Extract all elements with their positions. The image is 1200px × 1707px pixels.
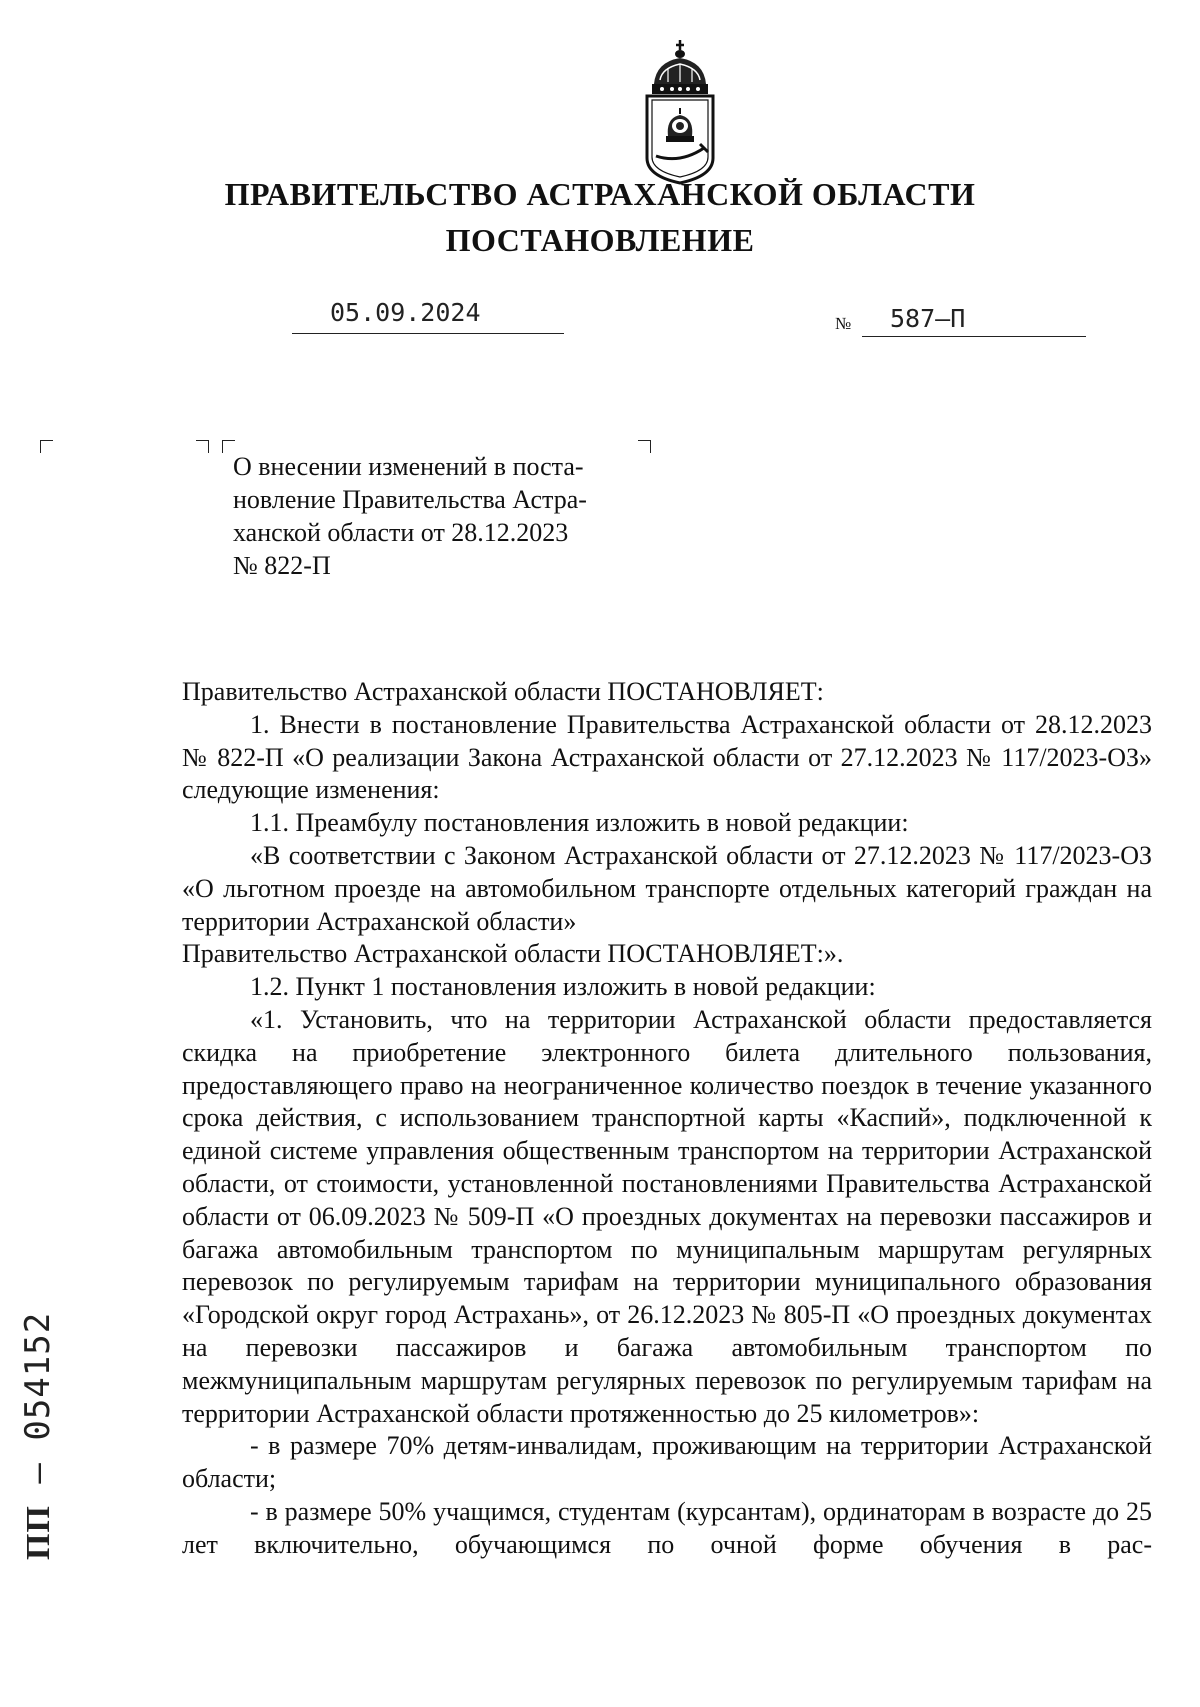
doc-type-title: ПОСТАНОВЛЕНИЕ [445, 222, 755, 258]
document-date: 05.09.2024 [330, 298, 481, 327]
body-paragraph: Правительство Астраханской области ПОСТАНОВЛЯЕТ: [182, 677, 824, 706]
document-body [182, 676, 1152, 1562]
number-underline [862, 336, 1086, 337]
body-paragraph: «В соответствии с Законом Астраханской области от 27.12.2023 № 117/2023-ОЗ «О льготном проезде на автомобильном транспорте отдельных категорий граждан на территории Астраханской области» [182, 840, 1152, 936]
body-paragraph: 1. Внести в постановление Правительства Астраханской области от 28.12.2023 № 822-П «О реализации Закона Астраханской области от 27.12.2023 № 117/2023-ОЗ» следующие изменения: [182, 709, 1152, 805]
stamp-dash: – [18, 1462, 58, 1484]
subject-line: новление Правительства Астра- [233, 485, 587, 514]
body-paragraph: Правительство Астраханской области ПОСТАНОВЛЯЕТ:». [182, 939, 844, 969]
subject-block [233, 450, 653, 582]
body-paragraph: - в размере 50% учащимся, студентам (курсантам), ординаторам в возрасте до 25 лет включительно, обучающимся по очной форме обучения в рас- [182, 1496, 1152, 1559]
document-number: 587–П [890, 304, 966, 333]
subject-line: О внесении изменений в поста- [233, 452, 584, 481]
body-paragraph: - в размере 70% детям-инвалидам, проживающим на территории Астраханской области; [182, 1431, 1152, 1494]
body-paragraph: «1. Установить, что на территории Астраханской области предоставляется скидка на приобретение электронного билета длительного пользования, предоставляющего право на неограниченное количество поездок в течение указанного срока действия, с использованием транспортной карты «Каспий», подключенной к единой системе управления общественным транспортом на территории Астраханской области, от стоимости, установленной постановлениями Правительства Астраханской области от 06.09.2023 № 509-П «О проездных документах на перевозки пассажиров и багажа автомобильным транспортом по муниципальным маршрутам регулярных перевозок по регулируемым тарифам на территории муниципального образования «Городской округ город Астрахань», от 26.12.2023 № 805-П «О проездных документах на перевозки пассажиров и багажа автомобильным транспортом по межмуниципальным маршрутам регулярных перевозок по регулируемым тарифам на территории Астраханской области протяженностью до 25 километров»: [182, 1004, 1152, 1428]
body-paragraph: 1.1. Преамбулу постановления изложить в новой редакции: [250, 808, 909, 838]
coat-of-arms-icon [642, 36, 718, 186]
date-underline [292, 333, 564, 334]
stamp-code: 054152 [18, 1311, 58, 1441]
org-title: ПРАВИТЕЛЬСТВО АСТРАХАНСКОЙ ОБЛАСТИ [224, 176, 976, 212]
side-registration-stamp [18, 1312, 58, 1560]
corner-mark-inner-right [196, 440, 209, 453]
subject-line: № 822-П [233, 551, 331, 580]
stamp-prefix: ПП [20, 1505, 57, 1560]
number-sign: № [835, 314, 852, 333]
subject-line: ханской области от 28.12.2023 [233, 518, 569, 547]
body-paragraph: 1.2. Пункт 1 постановления изложить в новой редакции: [250, 972, 876, 1002]
corner-mark-left [40, 440, 53, 453]
